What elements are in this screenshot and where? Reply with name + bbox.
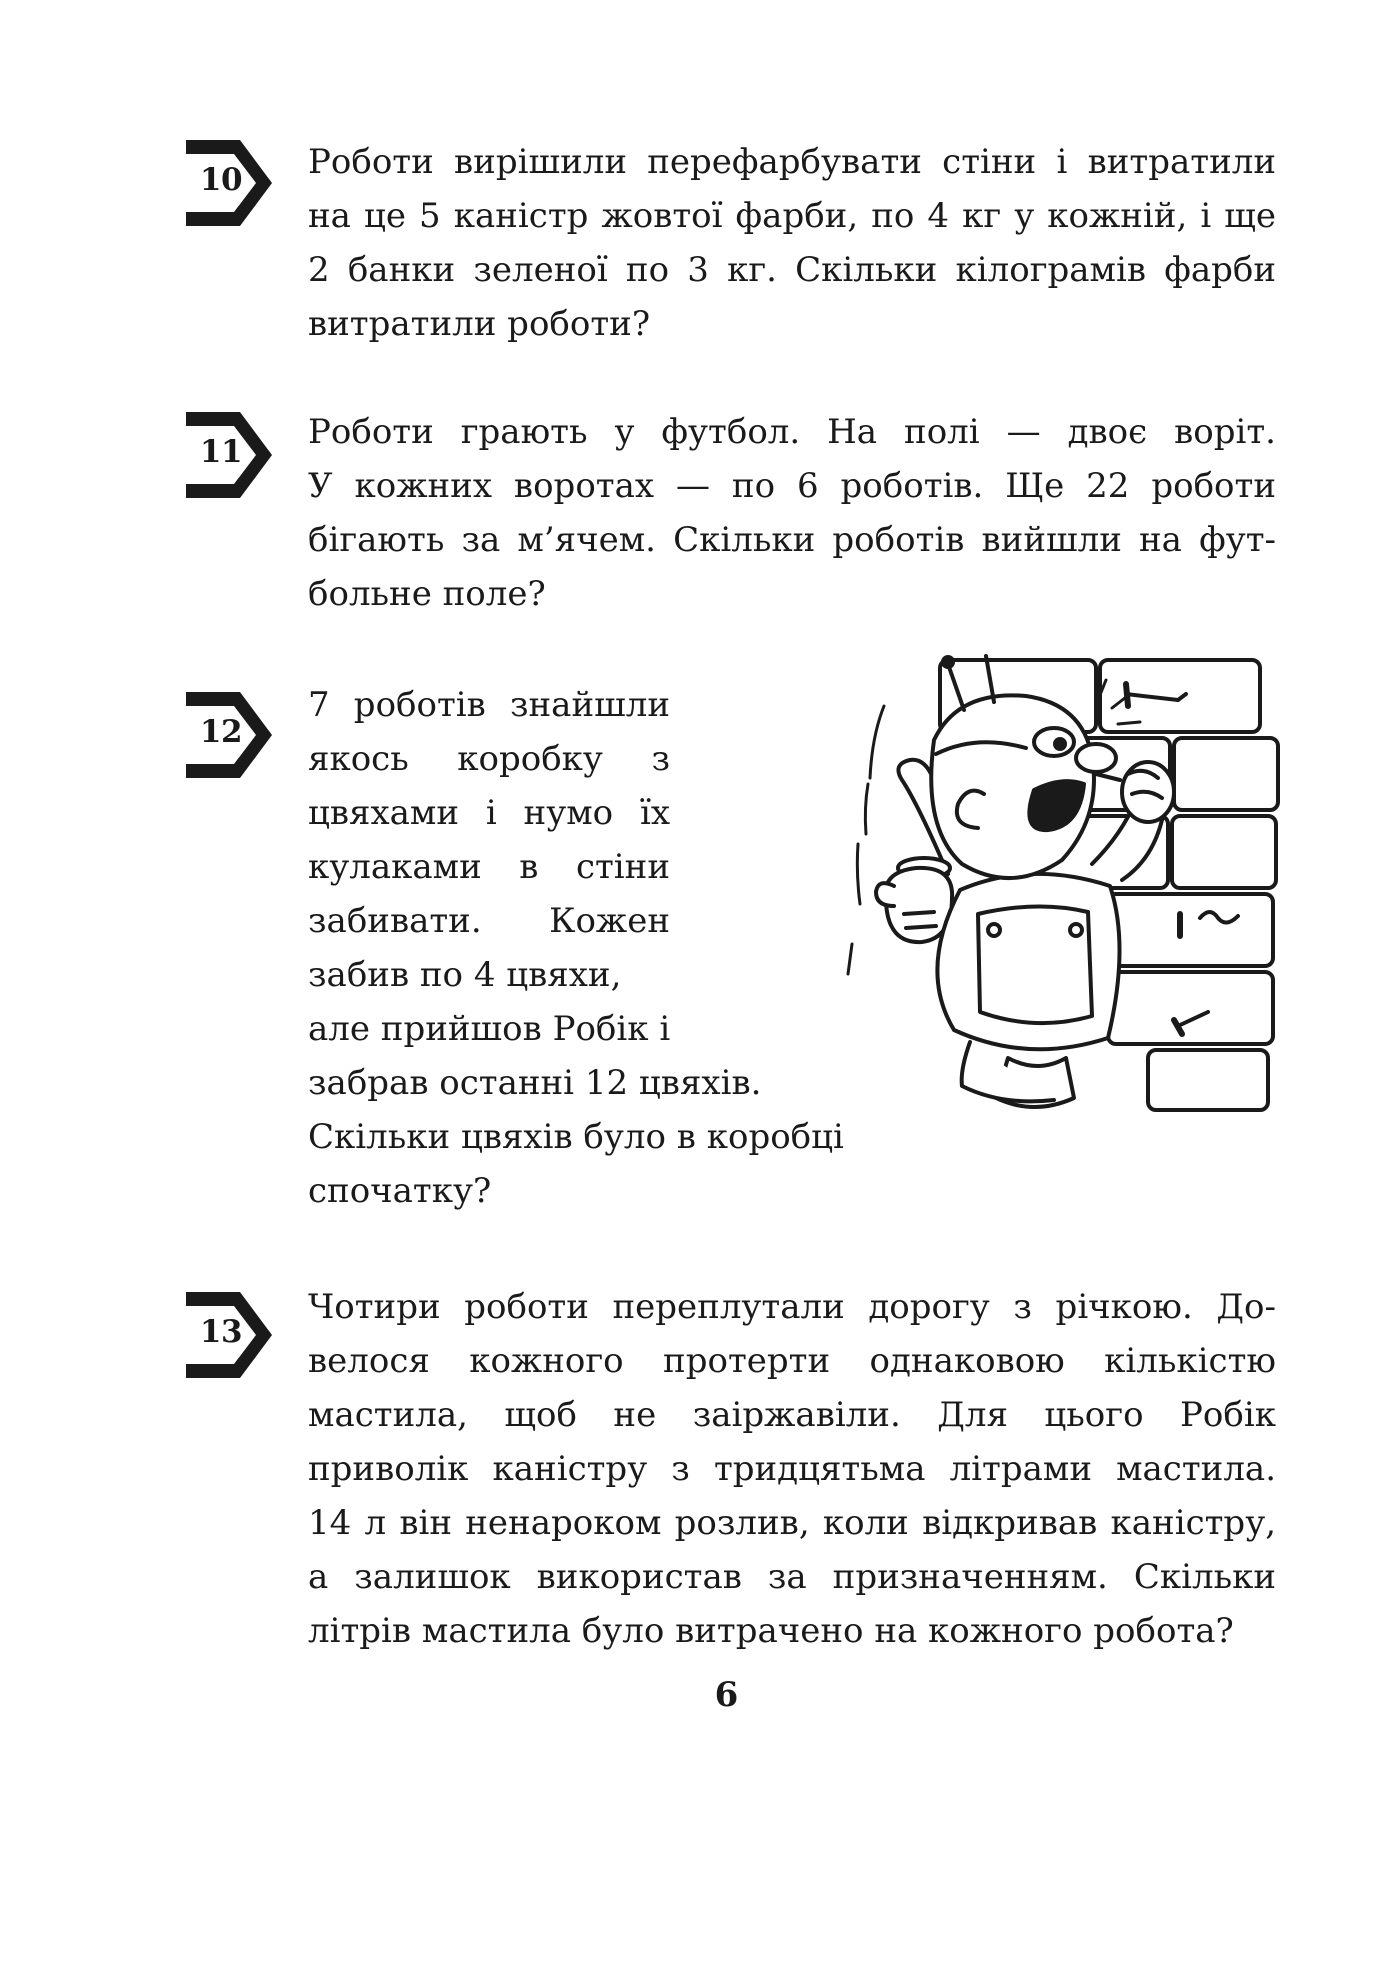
- problem-line: цвяхами і нумо їх: [308, 793, 670, 833]
- problem-line: 2 банки зеленої по 3 кг. Скільки кілограмів фарби: [308, 250, 1276, 290]
- problem-line: а залишок використав за призначенням. Скільки: [308, 1557, 1276, 1597]
- problem-text: [308, 405, 1276, 621]
- problem-number-badge: [178, 690, 274, 780]
- problem-line: приволік каністру з тридцятьма літрами мастила.: [308, 1449, 1276, 1489]
- problem-number: 12: [199, 714, 243, 750]
- page-number: 6: [714, 1675, 739, 1715]
- problem-line: Роботи вирішили перефарбувати стіни і витратили: [308, 142, 1276, 182]
- problem-line: велося кожного протерти однаковою кількістю: [308, 1341, 1276, 1381]
- problem-line: 7 роботів знайшли: [308, 685, 670, 725]
- problem-number-badge: [178, 410, 274, 500]
- problem-line: кулаками в стіни: [308, 847, 670, 887]
- problem-line: спочатку?: [308, 1171, 492, 1211]
- problem-line: якось коробку з: [308, 739, 670, 779]
- problem-line: витратили роботи?: [308, 304, 651, 344]
- problem-text: [308, 1280, 1276, 1658]
- problem-line: Скільки цвяхів було в коробці: [308, 1117, 844, 1157]
- motion-lines: [848, 706, 884, 974]
- problem-line: 14 л він ненароком розлив, коли відкривав каністру,: [308, 1503, 1276, 1543]
- robot-hammering-nails-icon: [708, 654, 1288, 1124]
- problem-text: [308, 135, 1276, 351]
- problem-line: забрав останні 12 цвяхів.: [308, 1063, 762, 1103]
- problem-number: 11: [199, 434, 243, 470]
- problem-number: 13: [199, 1314, 243, 1350]
- robot-body: [937, 874, 1119, 1107]
- problem-line: больне поле?: [308, 574, 546, 614]
- problem-number-badge: [178, 1290, 274, 1380]
- problem-line: У кожних воротах — по 6 роботів. Ще 22 роботи: [308, 466, 1276, 506]
- problem-line: Роботи грають у футбол. На полі — двоє воріт.: [308, 412, 1276, 452]
- problem-line: забивати. Кожен: [308, 901, 670, 941]
- problem-line: на це 5 каністр жовтої фарби, по 4 кг у кожній, і ще: [308, 196, 1276, 236]
- problem-line: літрів мастила було витрачено на кожного робота?: [308, 1611, 1234, 1651]
- problem-line: але прийшов Робік і: [308, 1009, 671, 1049]
- robot-illustration: [708, 654, 1288, 1124]
- problem-line: забив по 4 цвяхи,: [308, 955, 622, 995]
- problem-line: Чотири роботи переплутали дорогу з річкою. До-: [308, 1287, 1276, 1327]
- problem-number-badge: [178, 138, 274, 228]
- problem-line: бігають за м’ячем. Скільки роботів вийшли на фут-: [308, 520, 1276, 560]
- problem-number: 10: [199, 162, 243, 198]
- problem-line: мастила, щоб не заіржавіли. Для цього Робік: [308, 1395, 1276, 1435]
